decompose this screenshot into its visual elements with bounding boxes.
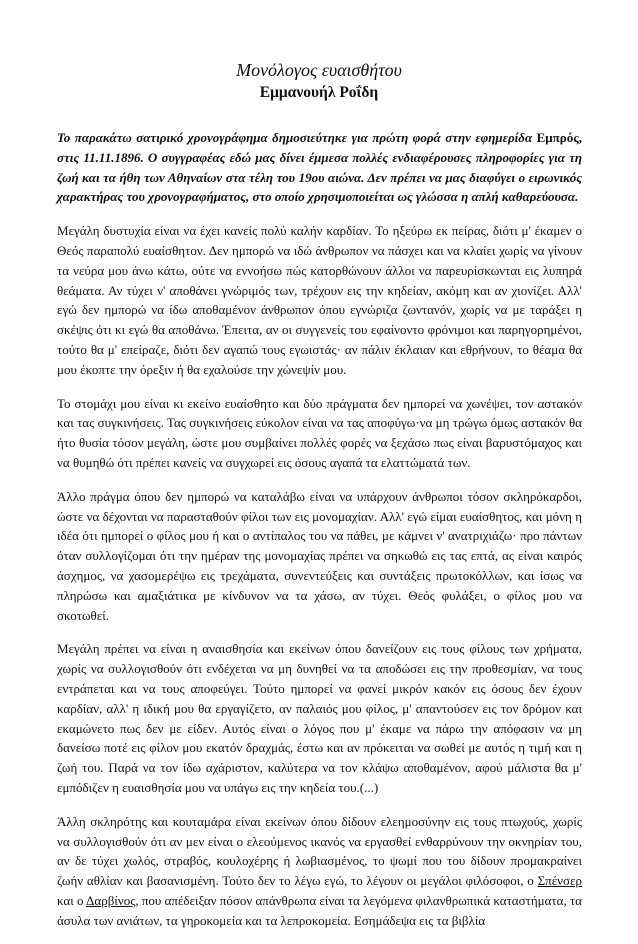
link-spencer[interactable]: Σπένσερ — [537, 873, 583, 889]
paragraph-2: Το στομάχι μου είναι κι εκείνο ευαίσθητο και δύο πράγματα δεν ημπορεί να χωνέψει, τον αστακόν και τας συγκινήσεις. Τας συγκινήσεις εύκολον είναι να τας αποφύγω·να μη τρώγω όμως αστακόν θα ήτο θυσία τόσον μεγάλη, ώστε μου συμβαίνει πολλές φορές να ξεχάσω πως είναι βαρυστόμαχος και να θυμηθώ ότι πρέπει κανείς να συγχωρεί εις όσους αγαπά τα ελαττώματά των. — [57, 395, 582, 470]
paragraph-1: Μεγάλη δυστυχία είναι να έχει κανείς πολύ καλήν καρδίαν. Το ηξεύρω εκ πείρας, διότι μ' έκαμεν ο Θεός παραπολύ ευαίσθητον. Δεν ημπορώ να ιδώ άνθρωπον να πάσχει και να κλαίει χωρίς να γίνουν τα νεύρα μου άνω κάτω, ούτε να εννοήσω πώς κατορθώνουν άλλοι να παρευρίσκωνται εις λυπηρά θεάματα. Αν τύχει ν' αποθάνει γνώριμός των, τρέχουν εις την κηδείαν, ακόμη και αν χιονίζει. Αλλ' εγώ δεν ημπορώ να ίδω αποθαμένον άνθρωπον όπου εγνώριζα ζωντανόν, χωρίς να με ταράξει η σκέψις ότι κι εγώ θα αποθάνω. Έπειτα, αν οι συγγενείς του εφαίνοντο φρόνιμοι και παρηγορημένοι, τούτο θα μ' επείραζε, διότι δεν αγαπώ τους εγωιστάς· αν πάλιν έκλαιαν και εθρήνουν, το θέαμα θα μου έκοπτε την όρεξιν ή θα εχαλούσε την χώνεψίν μου. — [57, 223, 582, 377]
document-body — [57, 128, 582, 944]
paragraph-5-text-a: Άλλη σκληρότης και κουταμάρα είναι εκείνων όπου δίδουν ελεημοσύνην εις τους πτωχούς, χωρίς να συλλογισθούν ότι αν μεν είναι ο ελεούμενος ικανός να εργασθεί ενθαρρύνουν την οκνηρίαν του, αν δε τύχει χωλός, στραβός, κουλοχέρης ή λωβιασμένος, το ψωμί που του δίδουν προμακραίνει ζωήν αθλίαν και βασανισμένη. Τούτο δεν το λέγω εγώ, το λέγουν οι μεγάλοι φιλόσοφοι, ο — [57, 813, 582, 889]
paragraph-4: Μεγάλη πρέπει να είναι η αναισθησία και εκείνων όπου δανείζουν εις τους φίλους των χρήματα, χωρίς να συλλογισθούν ότι ενδέχεται να μη δυνηθεί να τα αποδώσει εις την προθεσμίαν, να τους εντράπεται και να τους αποφεύγει. Τούτο ημπορεί να φανεί μικρόν κακόν εις όσους δεν έχουν καρδίαν, αλλ' η ιδική μου θα εργαγίζετο, αν παλαιός μου φίλος, μ' απαντούσεν εις τον δρόμον και εκαμώνετο πως δεν με είδεν. Αυτός είναι ο λόγος που μ' έκαμε να πάρω την απόφασιν να μη δανείσω ποτέ εις φίλον μου εκατόν δραχμάς, έστω και αν πρόκειται να σωθεί με αυτός η τιμή και η ζωή του. Παρά να τον ίδω αχάριστον, καλύτερα να τον κλάψω αποθαμένον, αφού μάλιστα θα μ' εμπόδιζεν η ευαισθησία μου να υπάγω εις την κηδεία του.(...) — [57, 641, 582, 795]
paragraph-3: Άλλο πράγμα όπου δεν ημπορώ να καταλάβω είναι να υπάρχουν άνθρωποι τόσον σκληρόκαρδοι, ώστε να δέχονται να παρασταθούν φίλοι των εις μονομαχίαν. Αλλ' εγώ είμαι ευαίσθητος, και μόνη η ιδέα ότι ημπορεί ο φίλος μου ή και ο αντίπαλος του να πάθει, με κάμνει ν' ανατριχιάζω· προ πάντων όταν συλλογίζομαι ότι την ημέραν της μονομαχίας πρέπει να σηκωθώ εις τας επτά, ας είναι καιρός άσχημος, να χασομερέψω εις τρεχάματα, συνεντεύξεις και συντάξεις πρωτοκόλλων, και ίσως να πληρώσω και αμαξιάτικα με κίνδυνον να τα χάσω, αν τύχει. Θεός φυλάξει, ο φίλος μου να σκοτωθεί. — [57, 488, 582, 623]
document-title: Μονόλογος ευαισθήτου — [236, 60, 402, 80]
newspaper-name: Εμπρός, — [536, 130, 582, 145]
paragraph-5-text-c: , που απέδειξαν πόσον απάνθρωπα είναι τα λεγόμενα φιλανθρωπικά καταστήματα, τα άσυλα των ανιάτων, τα γηροκομεία και τα λεπροκομεία. Εσημάδεψα εις τα βιβλία — [57, 892, 582, 928]
paragraph-5-text-b: και ο — [57, 892, 84, 908]
paragraph-5 — [57, 812, 582, 931]
intro-text-b: στις 11.11.1896. Ο συγγραφέας εδώ μας δίνει έμμεσα πολλές ενδιαφέρουσες πληροφορίες για τη ζωή και τα ήθη των Αθηναίων στα τέλη του 19ου αιώνα. Δεν πρέπει να μας διαφύγει ο ειρωνικός χαρακτήρας του χρονογραφήματος, στο οποίο χρησιμοποιείται ως γλώσσα η απλή καθαρεύουσα. — [57, 149, 582, 205]
intro-text-a: Το παρακάτω σατιρικό χρονογράφημα δημοσιεύτηκε για πρώτη φορά στην εφημερίδα — [57, 130, 533, 145]
document-author: Εμμανουήλ Ροΐδη — [259, 84, 379, 101]
link-darwin[interactable]: Δαρβίνος — [86, 892, 136, 908]
intro-paragraph — [57, 128, 582, 207]
